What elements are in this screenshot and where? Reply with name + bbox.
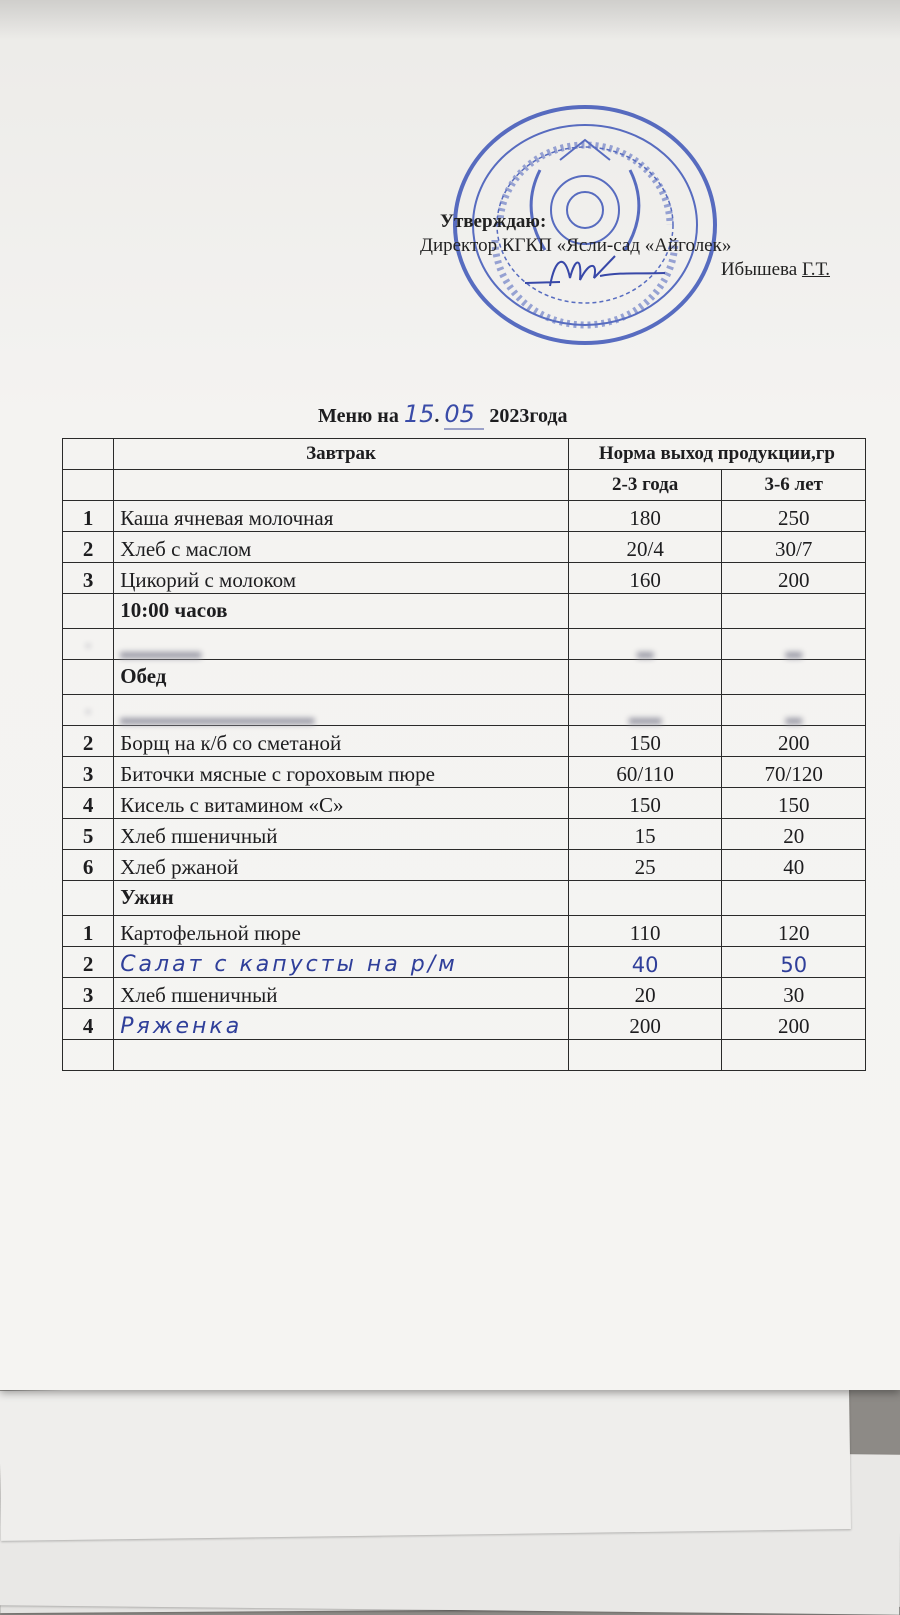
handwritten-signature [520,248,670,293]
menu-table [62,438,866,1071]
table-row-empty [63,1040,866,1071]
header-norm: Норма выход продукции,гр [568,439,865,470]
table-row-handwritten: 2 Салат с капусты на р/м 40 50 [63,947,866,978]
section-row-dinner [63,881,866,916]
menu-title-prefix: Меню на [318,405,399,427]
table-row: 3 Биточки мясные с гороховым пюре 60/110 70/120 [63,757,866,788]
menu-title: Меню на 15. 05 2023года [318,400,568,428]
table-row: 3 Хлеб пшеничный 20 30 [63,978,866,1009]
table-row-handwritten: 4 Ряженка 200 200 [63,1009,866,1040]
table-row: 2 Борщ на к/б со сметаной 150 200 [63,726,866,757]
approval-label: Утверждаю: [440,211,547,232]
menu-date-month: 05 [444,400,475,428]
section-title-dinner: Ужин [114,881,569,916]
section-title-snack: 10:00 часов [114,594,569,629]
table-row-obscured: · ▂▂▂▂▂▂▂▂▂▂▂▂ ▂▂ ▂ [63,695,866,726]
section-row-lunch [63,660,866,695]
header-age-a: 2-3 года [568,470,722,501]
menu-title-year: 2023года [489,405,568,427]
paper-stack-sheet [0,1379,851,1541]
header-meal: Завтрак [114,439,569,470]
signatory-name: Ибышева [720,259,798,280]
table-row: 3 Цикорий с молоком 160 200 [63,563,866,594]
age-header-row [63,470,866,501]
table-row: 1 Картофельной пюре 110 120 [63,916,866,947]
table-row: 2 Хлеб с маслом 20/4 30/7 [63,532,866,563]
header-age-b: 3-6 лет [722,470,866,501]
signatory-initials: Г.Т. [801,259,830,280]
table-header-row [63,439,866,470]
section-title-lunch: Обед [114,660,569,695]
table-row: 5 Хлеб пшеничный 15 20 [63,819,866,850]
section-row-snack [63,594,866,629]
menu-date-day: 15 [403,400,435,428]
table-row: 6 Хлеб ржаной 25 40 [63,850,866,881]
table-row: 4 Кисель с витамином «С» 150 150 [63,788,866,819]
table-row-obscured: · ▂▂▂▂▂ ▂ ▂ [63,629,866,660]
table-row: 1 Каша ячневая молочная 180 250 [63,501,866,532]
approval-director-line: Директор КГКП «Ясли-сад «Айголек» [420,235,732,256]
